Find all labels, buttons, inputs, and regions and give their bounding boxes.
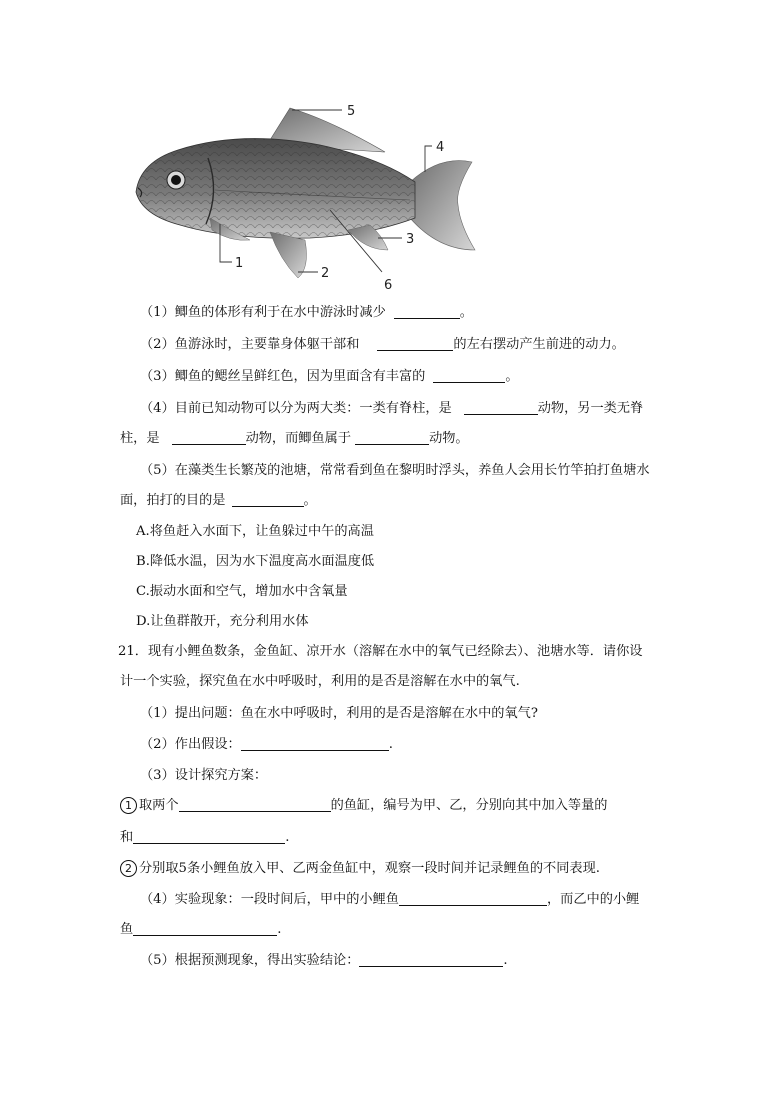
- option-c: C.振动水面和空气，增加水中含氧量: [136, 584, 348, 599]
- answer-blank[interactable]: [172, 430, 246, 445]
- tail-fin: [410, 161, 475, 250]
- answer-blank[interactable]: [359, 952, 503, 967]
- q21-step5: （5）根据预测现象，得出实验结论： .: [140, 953, 508, 968]
- q20-part4-line2: 柱，是 动物，而鲫鱼属于 动物。: [120, 431, 469, 446]
- answer-blank[interactable]: [433, 368, 505, 383]
- option-a: A.将鱼赶入水面下，让鱼躲过中午的高温: [136, 524, 374, 539]
- anal-fin: [348, 225, 388, 250]
- q21-step1: （1）提出问题：鱼在水中呼吸时，利用的是否是溶解在水中的氧气?: [140, 706, 538, 721]
- answer-blank[interactable]: [232, 492, 304, 507]
- answer-blank[interactable]: [241, 736, 389, 751]
- figure-label-5: 5: [347, 104, 356, 119]
- q21-step3: （3）设计探究方案：: [140, 768, 268, 783]
- q20-part4-line1: （4）目前已知动物可以分为两大类：一类有脊柱，是 动物，另一类无脊: [140, 401, 644, 416]
- answer-blank[interactable]: [394, 304, 460, 319]
- q21-step4-line2: 鱼 .: [120, 922, 282, 937]
- q20-part1: （1）鲫鱼的体形有利于在水中游泳时减少 。: [140, 305, 473, 320]
- circled-number-1: 1: [120, 797, 137, 814]
- option-b: B.降低水温，因为水下温度高水面温度低: [136, 554, 375, 569]
- pelvic-fin: [270, 232, 306, 278]
- q20-part5-line2: 面，拍打的目的是 。: [120, 493, 317, 508]
- answer-blank[interactable]: [464, 400, 538, 415]
- q21-step2: （2）作出假设： .: [140, 737, 393, 752]
- q20-part3: （3）鲫鱼的鳃丝呈鲜红色，因为里面含有丰富的 。: [140, 369, 519, 384]
- q21-step4-line1: （4）实验现象：一段时间后，甲中的小鲤鱼 ，而乙中的小鲤: [140, 892, 640, 907]
- q21-plan-1-line2: 和 .: [120, 830, 290, 845]
- figure-label-6: 6: [384, 278, 393, 293]
- figure-label-2: 2: [321, 266, 330, 281]
- answer-blank[interactable]: [377, 336, 453, 351]
- q21-plan-1-line1: 1 取两个 的鱼缸，编号为甲、乙，分别向其中加入等量的: [120, 796, 608, 816]
- q21-stem-line1: 21．现有小鲤鱼数条，金鱼缸、凉开水（溶解在水中的氧气已经除去）、池塘水等．请你设: [118, 644, 643, 659]
- answer-blank[interactable]: [133, 829, 285, 844]
- q20-part5-line1: （5）在藻类生长繁茂的池塘，常常看到鱼在黎明时浮头，养鱼人会用长竹竿拍打鱼塘水: [140, 463, 650, 478]
- figure-label-1: 1: [235, 256, 244, 271]
- answer-blank[interactable]: [179, 797, 331, 812]
- answer-blank[interactable]: [399, 891, 547, 906]
- answer-blank[interactable]: [355, 430, 429, 445]
- option-d: D.让鱼群散开，充分利用水体: [136, 614, 309, 629]
- answer-blank[interactable]: [133, 921, 277, 936]
- q21-plan-2: 2 分别取5条小鲤鱼放入甲、乙两金鱼缸中，观察一段时间并记录鲤鱼的不同表现.: [120, 859, 600, 879]
- figure-label-4: 4: [436, 140, 445, 155]
- crucian-carp-figure: [120, 100, 500, 295]
- q20-part2: （2）鱼游泳时，主要靠身体躯干部和 的左右摆动产生前进的动力。: [140, 337, 625, 352]
- circled-number-2: 2: [120, 860, 137, 877]
- figure-label-3: 3: [406, 232, 415, 247]
- q21-stem-line2: 计一个实验，探究鱼在水中呼吸时，利用的是否是溶解在水中的氧气.: [120, 674, 520, 689]
